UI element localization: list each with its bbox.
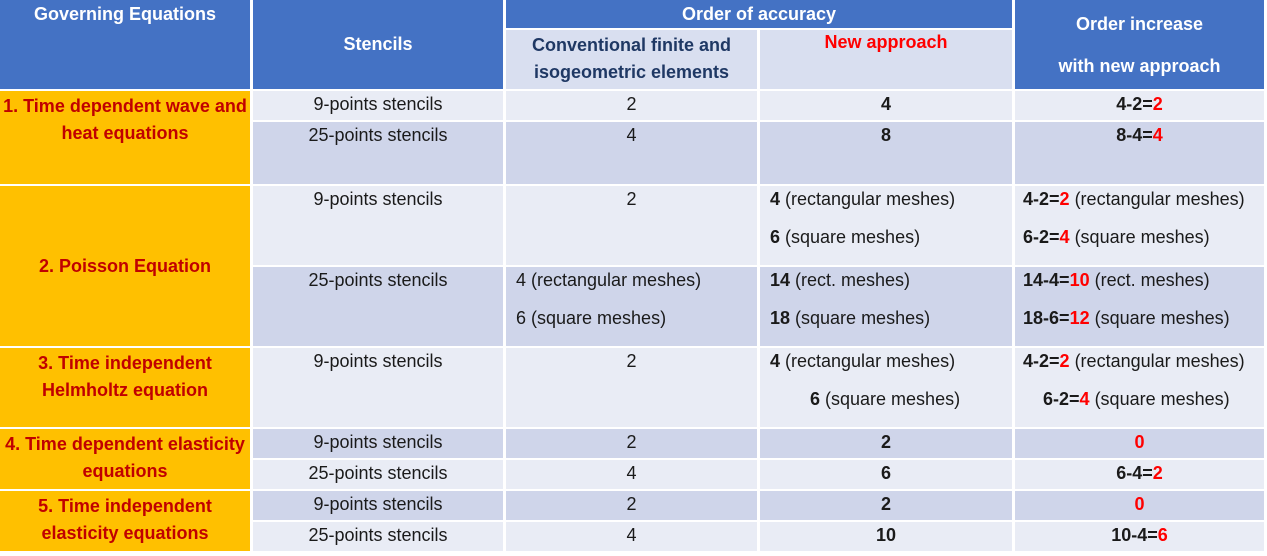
increase-cell	[1015, 122, 1267, 186]
increase-value: 4	[1152, 125, 1163, 145]
increase-value: 2	[1152, 463, 1163, 483]
header-new-approach: New approach	[760, 30, 1015, 91]
header-conventional: Conventional finite and isogeometric elements	[506, 30, 760, 91]
group-label-3: 3. Time independent Helmholtz equation	[0, 348, 253, 429]
stencil-cell: 25-points stencils	[253, 267, 506, 348]
new-approach-cell: 14 (rect. meshes) 18 (square meshes)	[760, 267, 1015, 348]
table-row	[0, 91, 1267, 122]
header-order-increase	[1015, 0, 1267, 91]
group-label-4: 4. Time dependent elasticity equations	[0, 429, 253, 491]
new-approach-cell: 2	[760, 429, 1015, 460]
increase-cell: 4-2=2 (rectangular meshes) 6-2=4 (square meshes)	[1015, 348, 1267, 429]
new-approach-cell: 6	[760, 460, 1015, 491]
table-row	[0, 186, 1267, 267]
conventional-cell: 2	[506, 491, 760, 522]
conventional-cell: 4 (rectangular meshes) 6 (square meshes)	[506, 267, 760, 348]
increase-expr: 8-4=	[1116, 125, 1153, 145]
group-label-1: 1. Time dependent wave and heat equations	[0, 91, 253, 186]
new-approach-cell: 4	[760, 91, 1015, 122]
conventional-cell: 2	[506, 91, 760, 122]
stencil-cell: 9-points stencils	[253, 491, 506, 522]
increase-cell	[1015, 522, 1267, 553]
conventional-cell: 2	[506, 186, 760, 267]
increase-cell	[1015, 429, 1267, 460]
increase-value: 6	[1157, 525, 1168, 545]
stencil-cell: 9-points stencils	[253, 186, 506, 267]
increase-value: 0	[1134, 432, 1145, 452]
new-approach-cell: 8	[760, 122, 1015, 186]
group-label-2: 2. Poisson Equation	[0, 186, 253, 348]
increase-expr: 6-4=	[1116, 463, 1153, 483]
increase-cell	[1015, 460, 1267, 491]
conventional-cell: 2	[506, 429, 760, 460]
stencil-cell: 25-points stencils	[253, 122, 506, 186]
stencil-cell: 25-points stencils	[253, 522, 506, 553]
header-stencils: Stencils	[253, 0, 506, 91]
new-approach-cell: 2	[760, 491, 1015, 522]
increase-cell: 4-2=2 (rectangular meshes) 6-2=4 (square meshes)	[1015, 186, 1267, 267]
increase-cell	[1015, 491, 1267, 522]
table-row	[0, 491, 1267, 522]
conventional-cell: 2	[506, 348, 760, 429]
header-order-increase-line2: with new approach	[1058, 55, 1221, 76]
group-label-5: 5. Time independent elasticity equations	[0, 491, 253, 553]
table-row	[0, 429, 1267, 460]
stencil-cell: 9-points stencils	[253, 429, 506, 460]
stencil-cell: 9-points stencils	[253, 348, 506, 429]
stencil-cell: 25-points stencils	[253, 460, 506, 491]
increase-expr: 10-4=	[1111, 525, 1158, 545]
new-approach-cell: 4 (rectangular meshes) 6 (square meshes)	[760, 348, 1015, 429]
increase-cell	[1015, 91, 1267, 122]
header-governing-equations: Governing Equations	[0, 0, 253, 91]
increase-cell: 14-4=10 (rect. meshes) 18-6=12 (square meshes)	[1015, 267, 1267, 348]
new-approach-cell: 10	[760, 522, 1015, 553]
header-order-increase-line1: Order increase	[1075, 13, 1204, 34]
increase-value: 2	[1152, 94, 1163, 114]
increase-value: 0	[1134, 494, 1145, 514]
table-row	[0, 348, 1267, 429]
new-approach-cell: 4 (rectangular meshes) 6 (square meshes)	[760, 186, 1015, 267]
header-row-1	[0, 0, 1267, 30]
conventional-cell: 4	[506, 522, 760, 553]
stencil-cell: 9-points stencils	[253, 91, 506, 122]
header-order-of-accuracy: Order of accuracy	[506, 0, 1015, 30]
conventional-cell: 4	[506, 122, 760, 186]
increase-expr: 4-2=	[1116, 94, 1153, 114]
conventional-cell: 4	[506, 460, 760, 491]
